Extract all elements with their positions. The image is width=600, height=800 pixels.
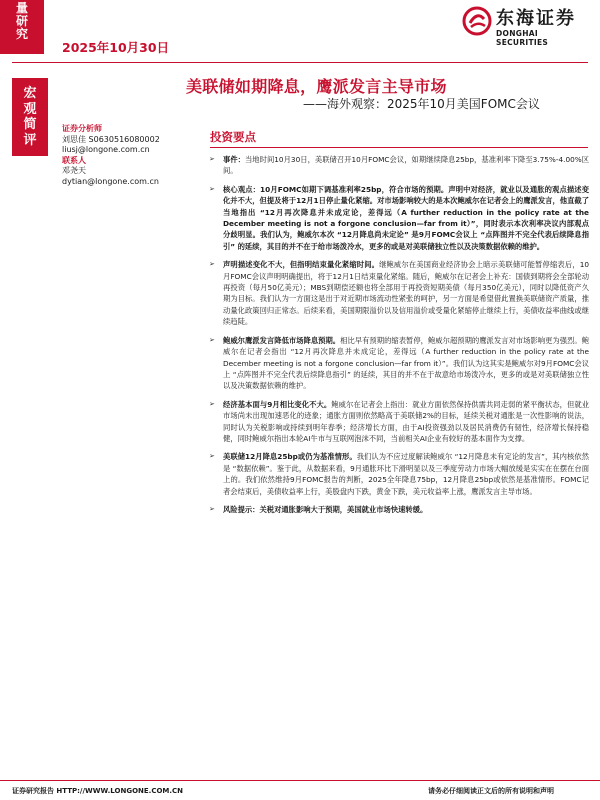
category-tab [12,78,48,156]
list-item: ➢ 经济基本面与9月相比变化不大。鲍威尔在记者会上指出：就业方面依然保持供需共同走弱的紧平衡状态，但就业市场尚未出现加速恶化的迹象；通胀方面则依然略高于美联储2%的目标，延续关税对通胀是一次性影响的说法，同时认为关税影响或持续到明年春季；经济增长方面，由于AI投资强劲以及居民消费仍有韧性，经济增长保持稳健，同时鲍威尔指出本轮AI牛市与互联网泡沫不同，当前相关AI企业有较好的基本面作为支撑。 [209,399,589,443]
list-item: ➢ 事件：当地时间10月30日，美联储召开10月FOMC会议，如期继续降息25bp，基准利率下降至3.75%-4.00%区间。 [209,155,589,176]
list-item: ➢ 鲍威尔鹰派发言降低市场降息预期。相比早有预期的缩表暂停，鲍威尔超预期的鹰派发言对市场影响更为强烈。鲍威尔在记者会指出 “12月再次降息并未成定论，差得远（A further reduction in the policy rate at the December meeting is not a forgone conclusion—far from it）”。我们认为这其实是鲍威尔对9月FOMC会议上 “点阵图并不完全代表后续降息指引” 的延续，其目的并不在于故意给市场泼冷水，更多的或是对美联储独立性以及决策数据依赖的维护。 [209,335,590,391]
arrow-bullet-icon: ➢ [209,452,215,461]
donghai-logo-icon [462,6,492,36]
arrow-bullet-icon: ➢ [209,335,215,344]
footer-source[interactable]: 证券研究报告 HTTP://WWW.LONGONE.COM.CN [12,787,184,795]
list-item: ➢ 美联储12月降息25bp或仍为基准情形。我们认为不应过度解读鲍威尔 “12月降息未有定论的发言”，其内核依然是 “数据依赖”。鉴于此，从数据来看，9月通胀环比下滑明显以及三季度劳动力市场大幅放缓是实实在在摆在台面上的。我们依然维持9月FOMC报告的判断，2025全年降息75bp，12月降息25bp或依然是基准情形。FOMC记者会结束后，美债收益率上行，美股盘内下跌，黄金下跌，美元收益率上涨，鹰派发言主导市场。 [209,452,589,496]
header-divider [12,62,588,63]
brand-bar [0,0,44,54]
section-heading: 投资要点 [210,130,256,144]
arrow-bullet-icon: ➢ [209,399,215,408]
list-item: ➢ 风险提示：关税对通胀影响大于预期，美国就业市场快速转缓。 [209,504,428,514]
author-name-2: 邓尧天 [62,166,86,175]
author-role-contact: 联系人 [62,155,86,165]
author-name-1: 刘思佳 S0630516080002 [62,134,160,144]
list-item: ➢ 核心观点：10月FOMC如期下调基准利率25bp，符合市场的预期。声明中对经济，就业以及通胀的观点描述变化并不大，但提及将于12月1日停止量化紧缩。对市场影响较大的是本次鲍威尔在记者会上的鹰派发言，他直截了当地指出 “12月再次降息并未成定论，差得远（A further reduction in the policy rate at the December meeting is not a forgone conclusion—far from it）”，同时表示本次利率决议内部观点分歧明显。我们认为，鲍威尔本次 “12月降息尚未定论” 是9月FOMC会议上 “点阵图并不完全代表后续降息指引” 的延续，其目的并不在于给市场泼冷水，更多的或是对美联储独立性以及决策数据依赖的维护。 [209,184,589,251]
report-title: 美联储如期降息，鹰派发言主导市场 [186,77,447,96]
arrow-bullet-icon: ➢ [209,260,215,269]
arrow-bullet-icon: ➢ [209,155,215,163]
author-email-2[interactable]: dytian@longone.com.cn [62,176,159,186]
logo-text-en: DONGHAI SECURITIES [496,29,549,47]
author-role-analyst: 证券分析师 [62,124,102,133]
category-label: 宏观简评 [23,86,37,148]
footer-divider [0,780,600,781]
section-divider [210,147,588,148]
brand-tag: 量研究 [15,1,28,41]
report-date: 2025年10月30日 [62,40,170,55]
author-block [62,124,202,187]
report-subtitle: ——海外观察：2025年10月美国FOMC会议 [303,97,540,111]
author-email-1[interactable]: liusj@longone.com.cn [62,145,150,154]
arrow-bullet-icon: ➢ [209,504,215,513]
list-item: ➢ 声明描述变化不大，但指明结束量化紧缩时间。继鲍威尔在美国商业经济协会上暗示美联储可能暂停缩表后，10月FOMC会议声明明确提出，将于12月1日结束量化紧缩。随后，鲍威尔在记者会上补充：国债到期将会全部轮动再投资（每月50亿美元）；MBS到期偿还额也将全部用于再投资短期美债（每月350亿美元），同时以降低资产久期为目标。我们认为一方面这是出于对近期市场流动性紧张的呵护，另一方面是希望借此置换美联储资产质量，推动量化政策回归正常态。后续来看，美国期限溢价以及信用溢价或受量化紧缩停止继续上行，美债收益率曲线或继续趋陡。 [209,260,589,327]
logo-text-cn: 东海证券 [496,8,576,29]
footer-disclaimer: 请务必仔细阅读正文后的所有说明和声明 [428,787,554,795]
arrow-bullet-icon: ➢ [209,184,215,193]
key-points-list [209,154,589,515]
company-logo [462,4,592,47]
